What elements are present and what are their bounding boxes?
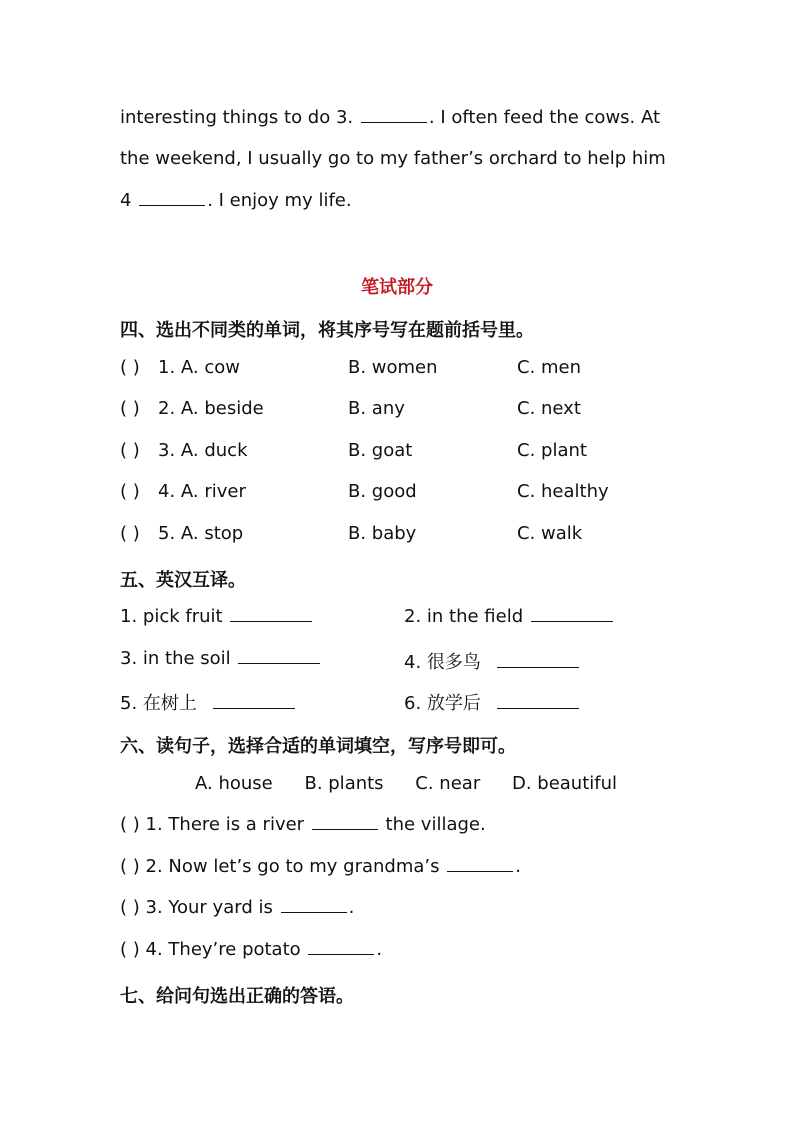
word-option: C. near <box>415 773 481 794</box>
option-b: B. good <box>348 481 417 502</box>
section-4-heading: 四、选出不同类的单词，将其序号写在题前括号里。 <box>120 320 534 341</box>
answer-bracket[interactable]: ( ) <box>120 357 140 378</box>
section-4-item <box>120 357 680 381</box>
sentence-text: 2. Now let’s go to my grandma’s <box>145 856 440 877</box>
passage-text: interesting things to do 3. <box>120 107 354 128</box>
sentence-text: . <box>376 939 383 960</box>
word-bank <box>195 773 643 794</box>
section-7-heading: 七、给问句选出正确的答语。 <box>120 986 354 1007</box>
option-a: 2. A. beside <box>158 398 264 419</box>
fill-in-item <box>120 856 521 877</box>
translation-item <box>120 648 322 669</box>
blank-3[interactable] <box>361 121 427 123</box>
answer-blank[interactable] <box>447 870 513 872</box>
translation-item <box>120 606 314 627</box>
answer-bracket[interactable]: ( ) <box>120 440 140 461</box>
answer-blank[interactable] <box>497 666 579 668</box>
section-6-heading: 六、读句子，选择合适的单词填空，写序号即可。 <box>120 736 516 757</box>
word-option: A. house <box>195 773 273 794</box>
section-4-item <box>120 398 680 422</box>
option-a: 3. A. duck <box>158 440 248 461</box>
answer-blank[interactable] <box>312 828 378 830</box>
translation-prompt: 3. in the soil <box>120 648 231 669</box>
option-c: C. plant <box>517 440 587 461</box>
answer-blank[interactable] <box>213 707 295 709</box>
section-5-heading: 五、英汉互译。 <box>120 570 246 591</box>
translation-prompt: 5. 在树上 <box>120 693 197 714</box>
fill-in-item <box>120 897 354 918</box>
section-4-item <box>120 440 680 464</box>
option-b: B. any <box>348 398 405 419</box>
sentence-text: . <box>348 897 355 918</box>
answer-bracket[interactable]: ( ) <box>120 814 140 835</box>
answer-bracket[interactable]: ( ) <box>120 523 140 544</box>
translation-item <box>404 689 581 715</box>
option-a: 4. A. river <box>158 481 246 502</box>
written-part-title: 笔试部分 <box>361 277 433 298</box>
fill-in-item <box>120 814 486 835</box>
passage-line-1 <box>120 107 660 128</box>
translation-prompt: 6. 放学后 <box>404 693 481 714</box>
answer-blank[interactable] <box>308 953 374 955</box>
answer-bracket[interactable]: ( ) <box>120 398 140 419</box>
answer-bracket[interactable]: ( ) <box>120 939 140 960</box>
translation-prompt: 1. pick fruit <box>120 606 223 627</box>
sentence-text: 4. They’re potato <box>145 939 301 960</box>
option-a: 5. A. stop <box>158 523 244 544</box>
sentence-text: the village. <box>385 814 486 835</box>
option-c: C. men <box>517 357 582 378</box>
answer-bracket[interactable]: ( ) <box>120 897 140 918</box>
option-b: B. women <box>348 357 438 378</box>
section-4-item <box>120 481 680 505</box>
word-option: B. plants <box>304 773 384 794</box>
blank-4[interactable] <box>139 204 205 206</box>
answer-blank[interactable] <box>531 620 613 622</box>
sentence-text: 1. There is a river <box>145 814 305 835</box>
translation-prompt: 4. 很多鸟 <box>404 652 481 673</box>
answer-blank[interactable] <box>497 707 579 709</box>
passage-text: . I enjoy my life. <box>207 190 352 211</box>
answer-bracket[interactable]: ( ) <box>120 481 140 502</box>
sentence-text: . <box>515 856 521 877</box>
option-c: C. walk <box>517 523 583 544</box>
answer-blank[interactable] <box>281 911 347 913</box>
answer-blank[interactable] <box>230 620 312 622</box>
answer-blank[interactable] <box>238 662 320 664</box>
sentence-text: 3. Your yard is <box>145 897 273 918</box>
passage-line-3 <box>120 190 352 211</box>
option-b: B. goat <box>348 440 413 461</box>
option-c: C. healthy <box>517 481 609 502</box>
translation-item <box>404 648 581 674</box>
translation-item <box>404 606 615 627</box>
passage-text: 4 <box>120 190 132 211</box>
option-c: C. next <box>517 398 581 419</box>
section-4-item <box>120 523 680 547</box>
option-b: B. baby <box>348 523 417 544</box>
passage-line-2: the weekend, I usually go to my father’s orchard to help him <box>120 148 666 169</box>
translation-item <box>120 689 297 715</box>
fill-in-item <box>120 939 382 960</box>
passage-text: . I often feed the cows. At <box>428 107 661 128</box>
translation-prompt: 2. in the field <box>404 606 524 627</box>
word-option: D. beautiful <box>511 773 618 794</box>
answer-bracket[interactable]: ( ) <box>120 856 140 877</box>
option-a: 1. A. cow <box>158 357 240 378</box>
